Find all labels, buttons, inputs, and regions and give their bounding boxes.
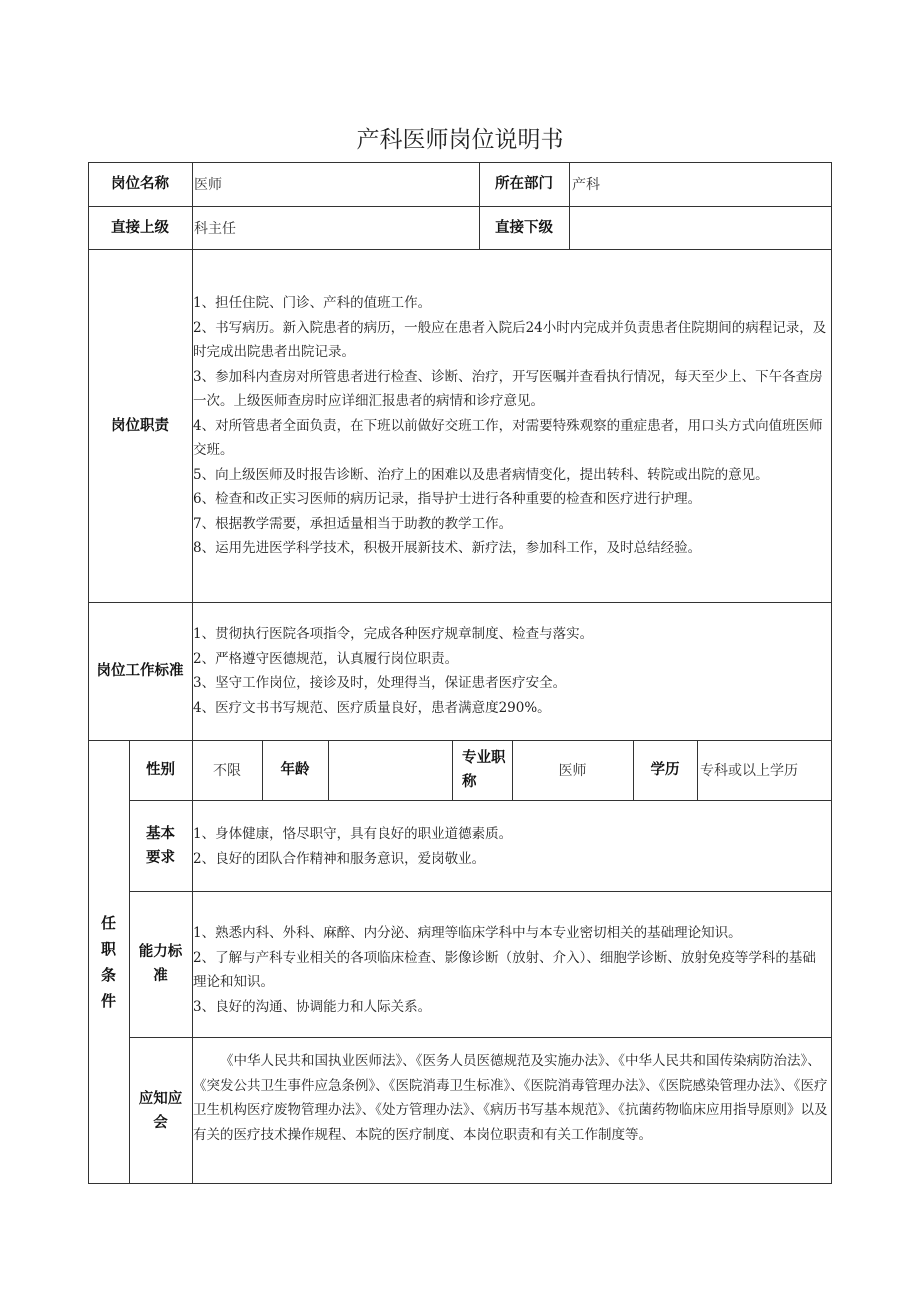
- standard-item: 2、严格遵守医德规范，认真履行岗位职责。: [193, 650, 459, 667]
- qualifications-char: 职: [100, 940, 116, 958]
- department-value: 产科: [572, 177, 600, 193]
- required-knowledge-label: [129, 1037, 192, 1184]
- required-knowledge-label-line: 应知应: [138, 1090, 183, 1107]
- standard-item: 4、医疗文书书写规范、医疗质量良好，患者满意度290%。: [193, 699, 551, 716]
- duty-item: 2、书写病历。新入院患者的病历，一般应在患者入院后24小时内完成并负责患者住院期间的病程记录，及时完成出院患者出院记录。: [193, 319, 827, 360]
- ability-standards-label: [129, 891, 192, 1037]
- row-divider: [88, 249, 832, 250]
- duty-item: 3、参加科内查房对所管患者进行检查、诊断、治疗，开写医嘱并查看执行情况，每天至少上、下午各查房一次。上级医师查房时应详细汇报患者的病情和诊疗意见。: [193, 368, 823, 409]
- row-divider: [129, 1037, 832, 1038]
- row-divider: [88, 602, 832, 603]
- standard-item: 3、坚守工作岗位，接诊及时，处理得当，保证患者医疗安全。: [193, 675, 567, 691]
- gender-label: 性别: [146, 762, 175, 778]
- duty-item: 7、根据教学需要，承担适量相当于助教的教学工作。: [193, 515, 513, 532]
- basic-requirements-list: [193, 822, 828, 871]
- professional-title-label: [452, 740, 512, 800]
- standards-list: [193, 622, 828, 720]
- direct-superior-label: 直接上级: [111, 219, 169, 236]
- duty-item: 8、运用先进医学科学技术，积极开展新技术、新疗法，参加科工作，及时总结经验。: [193, 540, 702, 556]
- professional-title-label-line: 专业职: [462, 750, 506, 766]
- duty-item: 1、担任住院、门诊、产科的值班工作。: [193, 295, 432, 311]
- col-divider: [569, 162, 570, 249]
- direct-subordinate-label: 直接下级: [495, 219, 553, 236]
- row-divider: [129, 891, 832, 892]
- ability-item: 3、良好的沟通、协调能力和人际关系。: [193, 998, 432, 1015]
- professional-title-label-line: 称: [462, 774, 477, 790]
- basic-requirements-label-line: 要求: [146, 849, 175, 866]
- qualifications-char: 任: [100, 914, 116, 932]
- required-knowledge-label-line: 会: [153, 1114, 168, 1131]
- required-knowledge-text: 《中华人民共和国执业医师法》、《医务人员医德规范及实施办法》、《中华人民共和国传染病防治法》、《突发公共卫生事件应急条例》、《医院消毒卫生标准》、《医院消毒管理办法》、《医院感染管理办法》、《医疗卫生机构医疗废物管理办法》、《处方管理办法》、《病历书写基本规范》、《抗菌药物临床应用指导原则》以及有关的医疗技术操作规程、本院的医疗制度、本岗位职责和有关工作制度等。: [193, 1053, 828, 1143]
- basic-requirement-item: 2、良好的团队合作精神和服务意识，爱岗敬业。: [193, 850, 486, 867]
- basic-requirements-label: [129, 800, 192, 891]
- gender-value: 不限: [213, 763, 241, 779]
- work-standards-label: 岗位工作标准: [96, 663, 184, 679]
- duty-item: 6、检查和改正实习医师的病历记录，指导护士进行各种重要的检查和医疗进行护理。: [193, 491, 702, 507]
- department-label: 所在部门: [495, 176, 553, 192]
- row-divider: [129, 800, 832, 801]
- professional-title-value: 医师: [558, 763, 587, 779]
- col-divider: [697, 740, 698, 800]
- position-name-value: 医师: [194, 177, 222, 193]
- ability-item: 1、熟悉内科、外科、麻醉、内分泌、病理等临床学科中与本专业密切相关的基础理论知识。: [193, 925, 742, 941]
- direct-superior-value: 科主任: [194, 220, 236, 237]
- duty-item: 4、对所管患者全面负责，在下班以前做好交班工作，对需要特殊观察的重症患者，用口头方式向值班医师交班。: [193, 417, 823, 458]
- qualifications-label: [88, 740, 129, 1184]
- ability-item: 2、了解与产科专业相关的各项临床检查、影像诊断（放射、介入）、细胞学诊断、放射免疫等学科的基础理论和知识。: [193, 949, 816, 990]
- basic-requirements-label-line: 基本: [146, 825, 175, 842]
- basic-requirement-item: 1、身体健康，恪尽职守，具有良好的职业道德素质。: [193, 826, 513, 842]
- duties-list: [193, 291, 828, 561]
- standard-item: 1、贯彻执行医院各项指令，完成各种医疗规章制度、检查与落实。: [193, 626, 594, 642]
- qualifications-char: 件: [100, 992, 116, 1010]
- ability-standards-label-line: 能力标: [138, 944, 183, 960]
- duties-label: 岗位职责: [111, 417, 169, 434]
- position-name-label: 岗位名称: [111, 176, 169, 192]
- ability-standards-list: [193, 921, 828, 1019]
- qualifications-char: 条: [100, 966, 116, 984]
- ability-standards-label-line: 准: [153, 968, 168, 984]
- age-label: 年龄: [280, 762, 310, 778]
- age-value: [328, 740, 452, 800]
- duty-item: 5、向上级医师及时报告诊断、治疗上的困难以及患者病情变化，提出转科、转院或出院的意见。: [193, 466, 769, 483]
- education-label: 学历: [650, 762, 680, 778]
- direct-subordinate-value: [572, 206, 827, 249]
- education-value: 专科或以上学历: [700, 763, 798, 779]
- page-title: 产科医师岗位说明书: [356, 127, 564, 153]
